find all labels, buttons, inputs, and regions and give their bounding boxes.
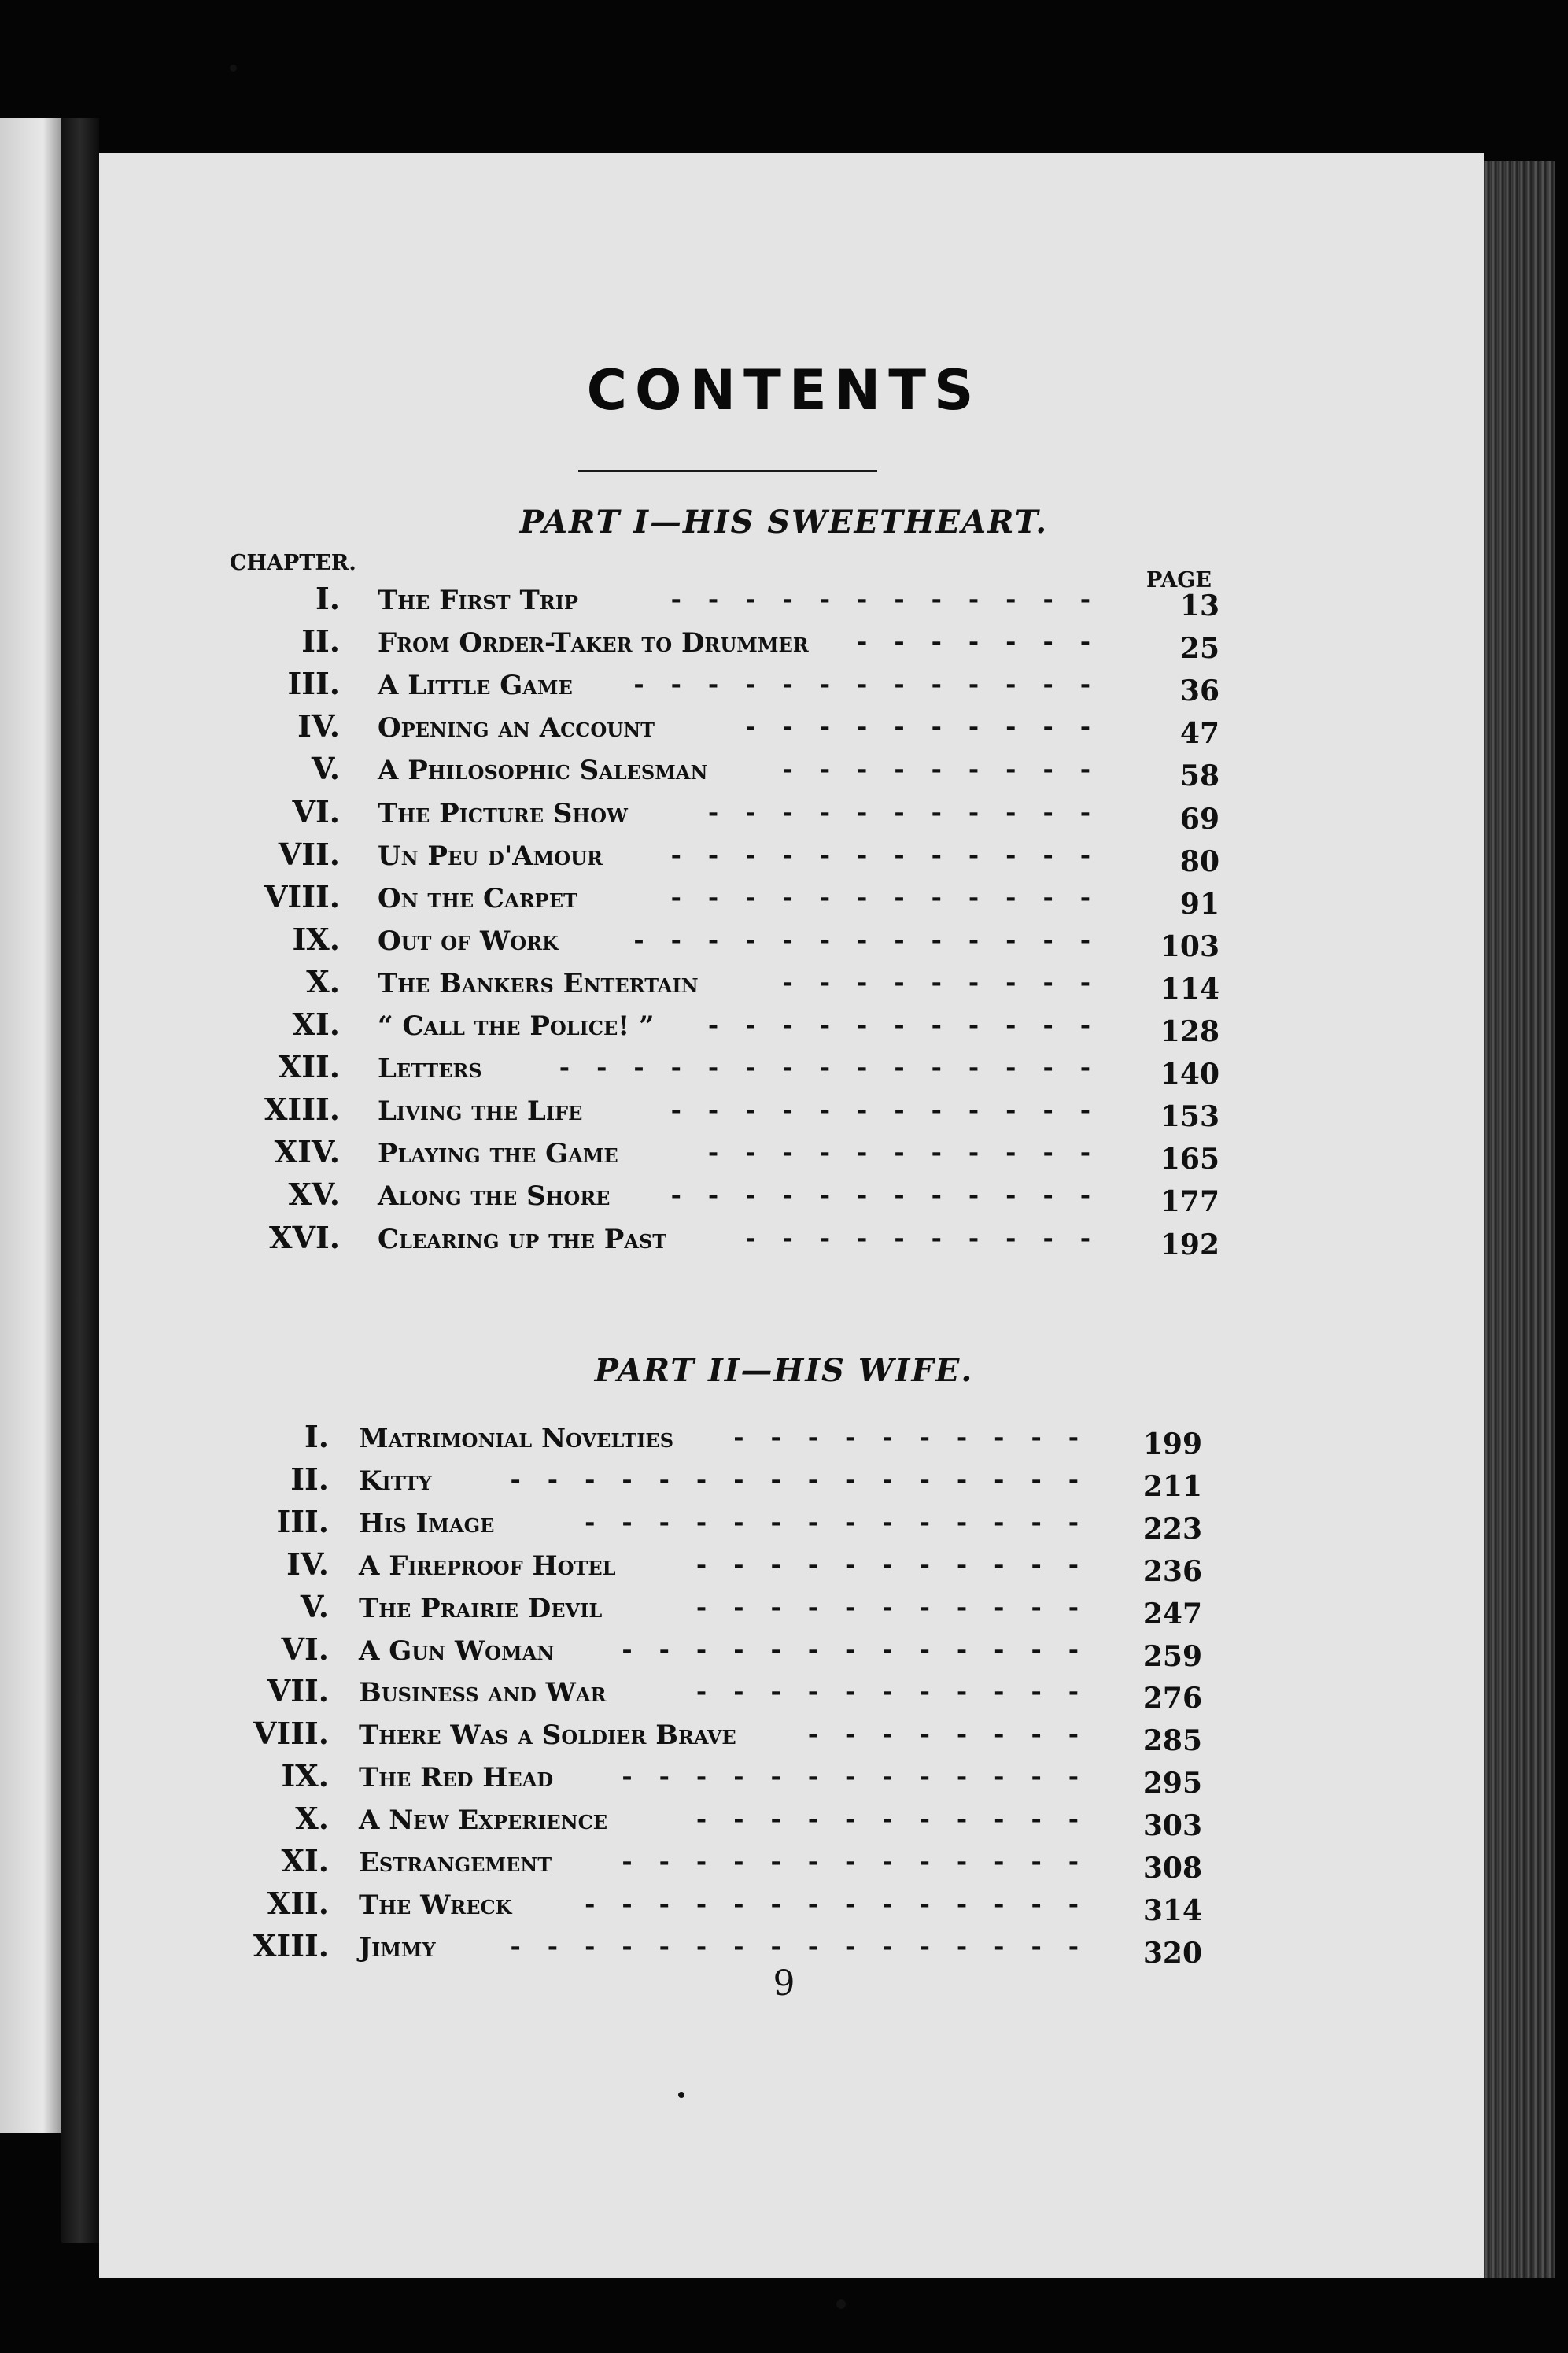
chapter-page-number: 114: [1160, 972, 1219, 1006]
chapter-page-number: 320: [1142, 1936, 1202, 1970]
chapter-title: Jimmy: [359, 1931, 436, 1963]
toc-entry: [0, 1217, 1568, 1261]
chapter-title: His Image: [359, 1507, 495, 1539]
dot-leader: ------------: [670, 584, 1117, 614]
toc-entry: [0, 1756, 1568, 1801]
toc-entry: [0, 1132, 1568, 1176]
chapter-title: The Picture Show: [378, 797, 628, 829]
chapter-title: From Order-Taker to Drummer: [378, 627, 809, 659]
dot-leader: ------------: [670, 839, 1117, 870]
chapter-numeral: IX.: [292, 921, 340, 957]
dot-leader: ----------: [745, 711, 1117, 742]
toc-entry: [0, 706, 1568, 751]
chapter-title: A Gun Woman: [359, 1635, 555, 1667]
chapter-page-number: 199: [1142, 1428, 1202, 1461]
dot-leader: -------: [857, 626, 1117, 657]
chapter-numeral: XVI.: [269, 1219, 340, 1255]
dot-leader: -------------: [622, 1761, 1105, 1792]
dot-leader: -----------: [695, 1549, 1105, 1579]
chapter-title: There Was a Soldier Brave: [359, 1720, 736, 1752]
chapter-numeral: IX.: [281, 1758, 329, 1794]
chapter-page-number: 295: [1142, 1767, 1202, 1801]
page-number: 9: [773, 1963, 795, 2004]
dot-leader: ---------: [782, 966, 1117, 997]
chapter-page-number: 259: [1142, 1639, 1202, 1673]
chapter-page-number: 247: [1142, 1597, 1202, 1631]
dot-leader: -------------: [622, 1846, 1105, 1876]
chapter-page-number: 211: [1142, 1469, 1202, 1503]
toc-entry: [0, 1629, 1568, 1673]
chapter-page-number: 192: [1160, 1228, 1219, 1261]
chapter-numeral: IV.: [297, 708, 340, 744]
toc-entry: [0, 1841, 1568, 1885]
toc-entry: [0, 1671, 1568, 1716]
chapter-numeral: VI.: [292, 793, 340, 829]
chapter-title: Business and War: [359, 1677, 607, 1709]
chapter-title: Opening an Account: [378, 712, 655, 744]
page-title: CONTENTS: [586, 358, 982, 423]
dot-leader: ----------------: [510, 1930, 1105, 1961]
dot-leader: -------------: [633, 924, 1117, 955]
dot-leader: -----------: [695, 1591, 1105, 1622]
chapter-page-number: 25: [1179, 632, 1219, 666]
dot-leader: ------------: [670, 1095, 1117, 1125]
dot-leader: --------: [807, 1719, 1105, 1749]
chapter-title: Estrangement: [359, 1847, 552, 1878]
chapter-page-number: 47: [1179, 717, 1219, 751]
chapter-numeral: XI.: [292, 1007, 340, 1042]
chapter-page-number: 314: [1142, 1893, 1202, 1927]
toc-entry: [0, 834, 1568, 878]
title-rule: [578, 470, 877, 472]
dot-leader: -------------: [622, 1634, 1105, 1664]
dust-speck: [678, 2092, 684, 2098]
chapter-numeral: I.: [315, 581, 340, 616]
toc-entry: [0, 1713, 1568, 1758]
toc-entry: [0, 663, 1568, 708]
chapter-numeral: III.: [276, 1503, 329, 1539]
toc-entry: [0, 962, 1568, 1006]
dot-leader: ----------: [745, 1222, 1117, 1253]
toc-entry: [0, 1089, 1568, 1134]
chapter-numeral: XIV.: [274, 1134, 340, 1170]
chapter-page-number: 103: [1160, 929, 1219, 963]
chapter-column-label: CHAPTER.: [230, 551, 356, 575]
toc-entry: [0, 1798, 1568, 1843]
toc-entry: [0, 621, 1568, 666]
chapter-title: A Philosophic Salesman: [378, 755, 708, 787]
chapter-numeral: VIII.: [264, 878, 340, 914]
dot-leader: -----------: [707, 1010, 1117, 1040]
chapter-page-number: 223: [1142, 1512, 1202, 1546]
toc-entry: [0, 1502, 1568, 1546]
chapter-numeral: V.: [311, 751, 340, 787]
toc-entry: [0, 1004, 1568, 1048]
chapter-numeral: V.: [300, 1588, 329, 1624]
toc-entry: [0, 748, 1568, 793]
chapter-title: Letters: [378, 1053, 482, 1085]
part-one-heading: PART I—HIS SWEETHEART.: [519, 504, 1049, 541]
toc-entry: [0, 792, 1568, 836]
chapter-title: A Little Game: [378, 670, 573, 702]
chapter-numeral: VIII.: [253, 1716, 329, 1752]
chapter-page-number: 140: [1160, 1058, 1219, 1092]
chapter-page-number: 36: [1179, 674, 1219, 708]
chapter-numeral: VII.: [278, 836, 340, 872]
chapter-title: On the Carpet: [378, 882, 577, 914]
toc-entry: [0, 1883, 1568, 1927]
chapter-title: Un Peu d'Amour: [378, 840, 603, 872]
chapter-title: Clearing up the Past: [378, 1223, 667, 1255]
chapter-title: “ Call the Police! ”: [378, 1010, 655, 1042]
chapter-page-number: 276: [1142, 1682, 1202, 1716]
dot-leader: ----------: [733, 1422, 1105, 1452]
chapter-numeral: XI.: [281, 1843, 329, 1878]
chapter-numeral: II.: [301, 623, 340, 659]
toc-entry: [0, 877, 1568, 921]
chapter-title: The Prairie Devil: [359, 1592, 603, 1624]
chapter-numeral: I.: [304, 1419, 329, 1454]
toc-entry: [0, 1047, 1568, 1092]
dot-leader: -----------: [707, 796, 1117, 827]
toc-entry: [0, 1459, 1568, 1503]
chapter-numeral: VII.: [267, 1673, 329, 1709]
chapter-page-number: 165: [1160, 1143, 1219, 1176]
chapter-title: The Wreck: [359, 1889, 512, 1921]
dot-leader: ---------: [782, 754, 1117, 785]
dot-leader: --------------: [585, 1506, 1105, 1537]
toc-entry: [0, 578, 1568, 622]
dot-leader: ---------------: [559, 1052, 1117, 1083]
chapter-title: Matrimonial Novelties: [359, 1423, 674, 1454]
part-two-heading: PART II—HIS WIFE.: [594, 1352, 974, 1389]
chapter-numeral: X.: [306, 963, 340, 999]
dot-leader: ------------: [670, 1180, 1117, 1210]
chapter-title: Along the Shore: [378, 1180, 611, 1213]
dot-leader: -----------: [707, 1137, 1117, 1168]
toc-entry: [0, 1926, 1568, 1970]
dot-leader: --------------: [585, 1888, 1105, 1919]
dot-leader: -----------: [695, 1676, 1105, 1707]
chapter-title: Out of Work: [378, 925, 559, 957]
chapter-title: Kitty: [359, 1465, 432, 1497]
chapter-page-number: 153: [1160, 1100, 1219, 1134]
chapter-page-number: 13: [1179, 589, 1219, 622]
chapter-numeral: XV.: [288, 1176, 340, 1213]
chapter-page-number: 128: [1160, 1015, 1219, 1048]
chapter-numeral: XII.: [278, 1049, 340, 1085]
chapter-page-number: 80: [1179, 844, 1219, 878]
chapter-page-number: 236: [1142, 1554, 1202, 1588]
chapter-page-number: 308: [1142, 1852, 1202, 1885]
dot-leader: ----------------: [510, 1464, 1105, 1494]
chapter-title: A Fireproof Hotel: [359, 1550, 616, 1582]
dot-leader: -----------: [695, 1804, 1105, 1834]
chapter-page-number: 69: [1179, 802, 1219, 836]
dust-speck: [230, 65, 237, 72]
toc-entry: [0, 1544, 1568, 1588]
chapter-title: Playing the Game: [378, 1138, 618, 1170]
chapter-numeral: II.: [290, 1461, 329, 1497]
toc-entry: [0, 1174, 1568, 1219]
dot-leader: -------------: [633, 669, 1117, 700]
chapter-numeral: XII.: [267, 1885, 329, 1921]
chapter-title: Living the Life: [378, 1095, 583, 1128]
chapter-numeral: IV.: [286, 1546, 329, 1582]
chapter-page-number: 58: [1179, 759, 1219, 793]
chapter-numeral: XIII.: [253, 1927, 329, 1963]
chapter-numeral: VI.: [281, 1631, 329, 1667]
chapter-page-number: 177: [1160, 1185, 1219, 1219]
toc-entry: [0, 1417, 1568, 1461]
dust-speck: [836, 2299, 846, 2309]
chapter-numeral: III.: [287, 666, 340, 702]
chapter-page-number: 285: [1142, 1724, 1202, 1758]
toc-entry: [0, 919, 1568, 963]
chapter-page-number: 303: [1142, 1809, 1202, 1843]
chapter-title: The First Trip: [378, 585, 578, 616]
chapter-numeral: XIII.: [264, 1092, 340, 1128]
chapter-numeral: X.: [295, 1801, 329, 1837]
chapter-title: The Red Head: [359, 1762, 554, 1794]
chapter-title: A New Experience: [359, 1804, 608, 1837]
chapter-page-number: 91: [1179, 887, 1219, 921]
dot-leader: ------------: [670, 881, 1117, 912]
toc-entry: [0, 1587, 1568, 1631]
chapter-title: The Bankers Entertain: [378, 967, 699, 999]
page-column-label: PAGE: [1146, 568, 1212, 593]
